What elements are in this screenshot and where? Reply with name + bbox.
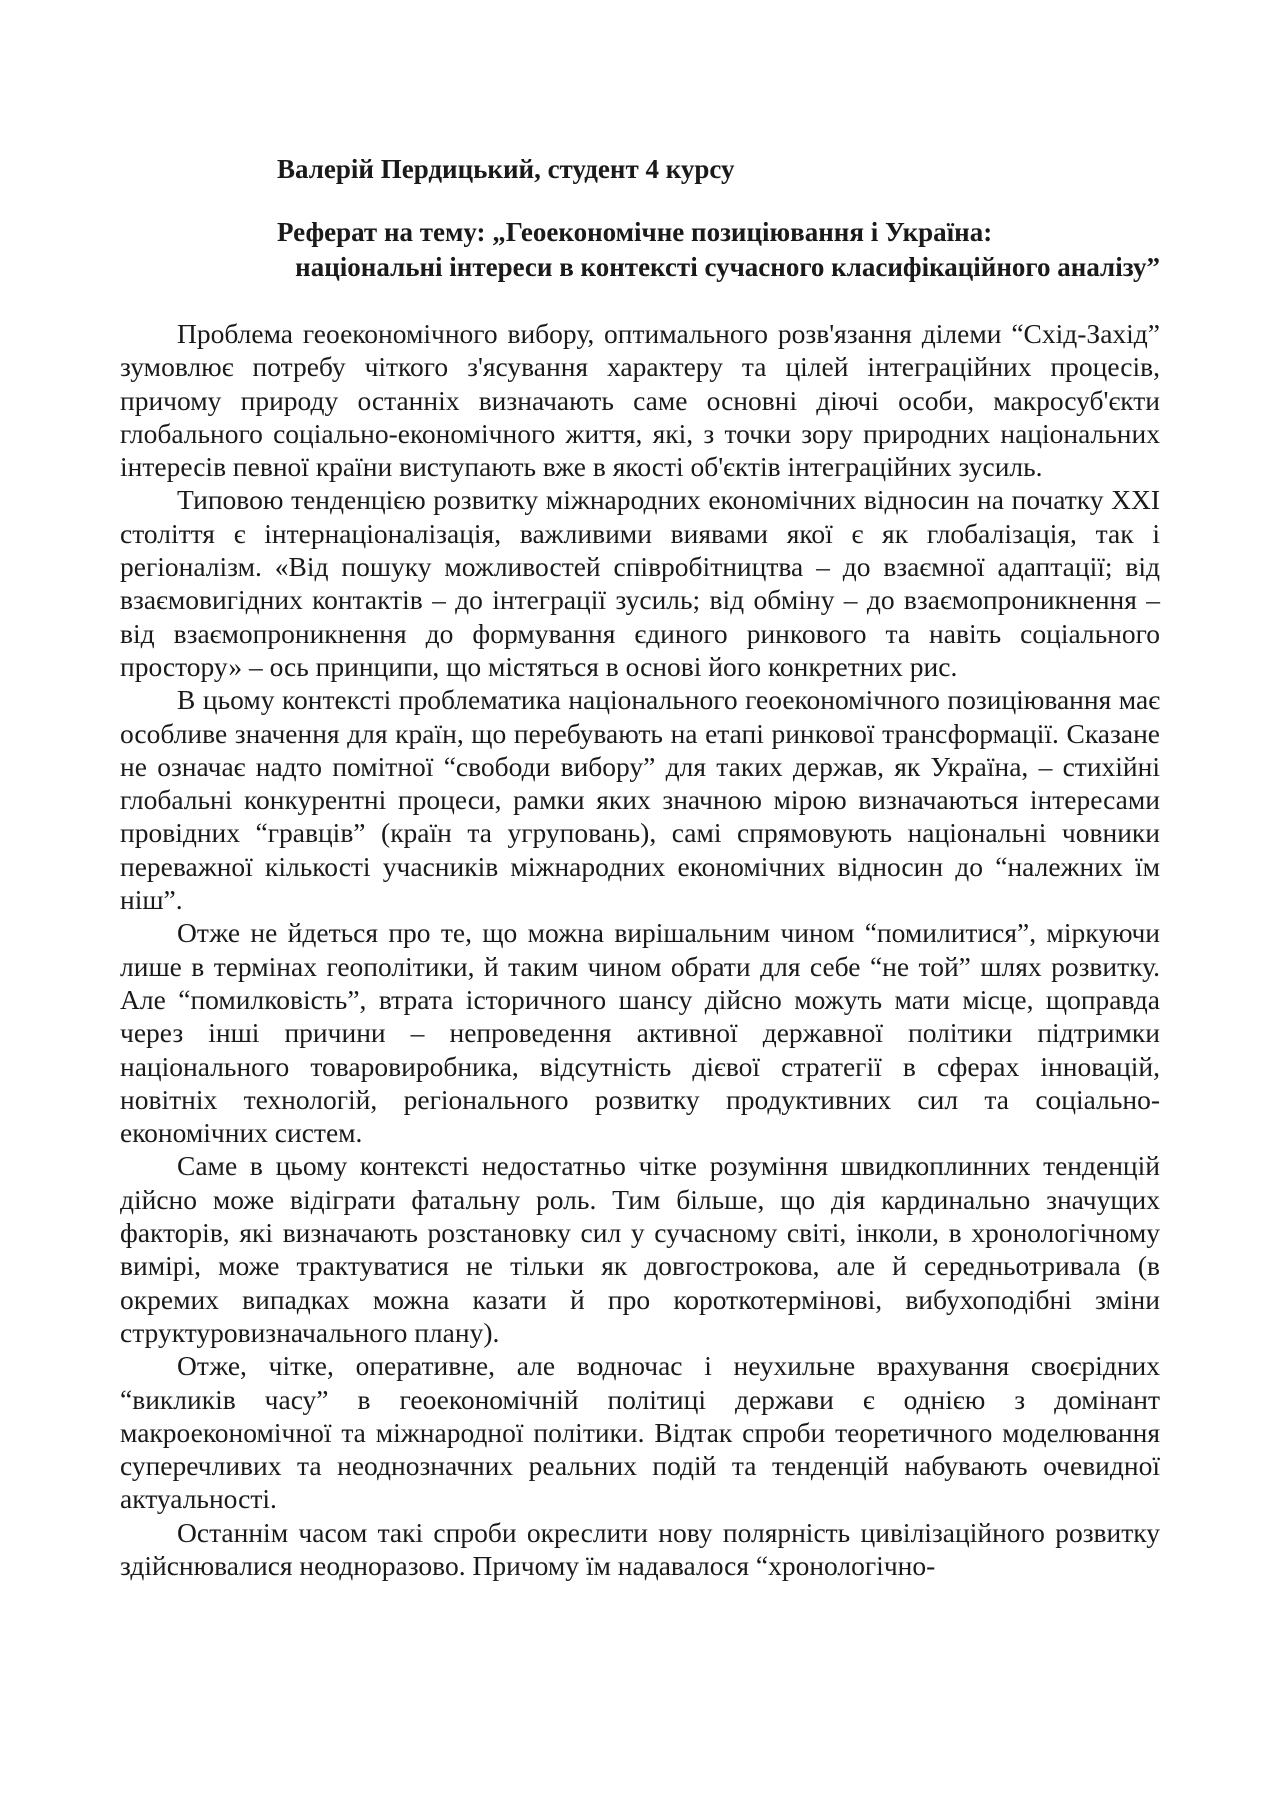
title-line-2: національні інтереси в контексті сучасного класифікаційного аналізу” xyxy=(295,252,1160,282)
paragraph: Отже, чітке, оперативне, але водночас і неухильне врахування своєрідних “викликів часу” в геоекономічній політиці держави є однією з домінант макроекономічної та міжнародної політики. Відтак спроби теоретичного моделювання суперечливих та неоднозначних реальних подій та тенденцій набувають очевидної актуальності. xyxy=(120,1350,1160,1515)
paragraph: Отже не йдеться про те, що можна вирішальним чином “помилитися”, міркуючи лише в термінах геополітики, й таким чином обрати для себе “не той” шлях розвитку. Але “помилковість”, втрата історичного шансу дійсно можуть мати місце, щоправда через інші причини – непроведення активної державної політики підтримки національного товаровиробника, відсутність дієвої стратегії в сферах інновацій, новітніх технологій, регіонального розвитку продуктивних сил та соціально-економічних систем. xyxy=(120,917,1160,1149)
paragraph: Саме в цьому контексті недостатньо чітке розуміння швидкоплинних тенденцій дійсно може відіграти фатальну роль. Тим більше, що дія кардинально значущих факторів, які визначають розстановку сил у сучасному світі, інколи, в хронологічному вимірі, може трактуватися не тільки як довгострокова, але й середньотривала (в окремих випадках можна казати й про короткотермінові, вибухоподібні зміни структуровизначального плану). xyxy=(120,1150,1160,1348)
paper-title xyxy=(120,215,1160,285)
paragraph: В цьому контексті проблематика національного геоекономічного позиціювання має особливе значення для країн, що перебувають на етапі ринкової трансформації. Сказане не означає надто помітної “свободи вибору” для таких держав, як Україна, – стихійні глобальні конкурентні процеси, рамки яких значною мірою визначаються інтересами провідних “гравців” (країн та угруповань), самі спрямовують національні човники переважної кількості учасників міжнародних економічних відносин до “належних їм ніш”. xyxy=(120,684,1160,916)
paragraph: Типовою тенденцією розвитку міжнародних економічних відносин на початку XXI століття є інтернаціоналізація, важливими виявами якої є як глобалізація, так і регіоналізм. «Від пошуку можливостей співробітництва – до взаємної адаптації; від взаємовигідних контактів – до інтеграції зусиль; від обміну – до взаємопроникнення – від взаємопроникнення до формування єдиного ринкового та навіть соціального простору» – ось принципи, що містяться в основі його конкретних рис. xyxy=(120,484,1160,682)
title-line-1: Реферат на тему: „Геоекономічне позиціювання і Україна: xyxy=(277,217,993,247)
paragraph: Проблема геоекономічного вибору, оптимального розв'язання ділеми “Схід-Захід” зумовлює потребу чіткого з'ясування характеру та цілей інтеграційних процесів, причому природу останніх визначають саме основні діючі особи, макросуб'єкти глобального соціально-економічного життя, які, з точки зору природних національних інтересів певної країни виступають вже в якості об'єктів інтеграційних зусиль. xyxy=(120,318,1160,483)
author-line: Валерій Пердицький, студент 4 курсу xyxy=(277,154,735,184)
body-text xyxy=(120,317,1160,1582)
paragraph: Останнім часом такі спроби окреслити нову полярність цивілізаційного розвитку здійснювалися неодноразово. Причому їм надавалося “хронологічно- xyxy=(120,1516,1160,1581)
